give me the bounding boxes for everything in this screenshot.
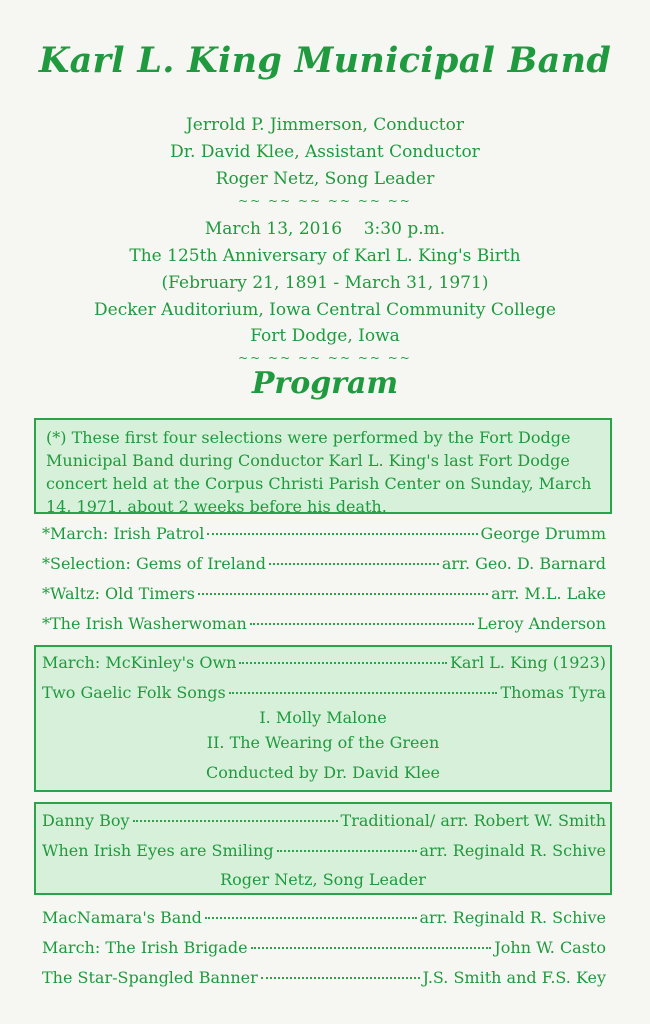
piece-title: MacNamara's Band (42, 908, 202, 927)
lifespan-line: (February 21, 1891 - March 31, 1971) (161, 273, 489, 293)
leader-dots (251, 935, 492, 949)
venue-line: Decker Auditorium, Iowa Central Community College (94, 300, 556, 320)
program-item (42, 681, 606, 705)
program-item (42, 612, 606, 636)
piece-title: Danny Boy (42, 811, 130, 830)
separator-top: ~~ ~~ ~~ ~~ ~~ ~~ (238, 194, 412, 208)
assistant-conductor-line: Dr. David Klee, Assistant Conductor (170, 142, 480, 162)
piece-composer: Leroy Anderson (477, 614, 606, 633)
song-leader-credit: Roger Netz, Song Leader (220, 870, 426, 889)
piece-title: *The Irish Washerwoman (42, 614, 247, 633)
piece-title: March: McKinley's Own (42, 653, 237, 672)
history-note-box (34, 418, 612, 514)
song-leader-line: Roger Netz, Song Leader (215, 169, 435, 189)
piece-composer: Traditional/ arr. Robert W. Smith (340, 811, 606, 830)
leader-dots (133, 808, 338, 822)
program-item (42, 651, 606, 675)
folk-song-one: I. Molly Malone (259, 708, 387, 727)
program-item (42, 839, 606, 863)
program-item (42, 906, 606, 930)
program-item (42, 522, 606, 546)
piece-composer: arr. Geo. D. Barnard (441, 554, 606, 573)
piece-title: Two Gaelic Folk Songs (42, 683, 226, 702)
piece-composer: John W. Casto (494, 938, 606, 957)
date-time-line (0, 216, 650, 242)
piece-title: When Irish Eyes are Smiling (42, 841, 274, 860)
separator-bottom: ~~ ~~ ~~ ~~ ~~ ~~ (238, 351, 412, 365)
guest-conductor-credit: Conducted by Dr. David Klee (205, 763, 441, 782)
piece-composer: arr. M.L. Lake (491, 584, 606, 603)
leader-dots (207, 521, 477, 535)
leader-dots (269, 551, 439, 565)
leader-dots (198, 581, 488, 595)
piece-composer: Thomas Tyra (500, 683, 606, 702)
conductor-line: Jerrold P. Jimmerson, Conductor (185, 115, 465, 135)
program-item (42, 582, 606, 606)
band-title: Karl L. King Municipal Band (38, 40, 612, 81)
leader-dots (239, 650, 446, 664)
piece-composer: arr. Reginald R. Schive (419, 908, 606, 927)
concert-date: March 13, 2016 (204, 219, 343, 239)
leader-dots (261, 965, 420, 979)
leader-dots (277, 838, 417, 852)
leader-dots (205, 905, 417, 919)
leader-dots (250, 611, 474, 625)
piece-composer: J.S. Smith and F.S. Key (422, 968, 606, 987)
piece-composer: George Drumm (480, 524, 606, 543)
piece-title: *Waltz: Old Timers (42, 584, 195, 603)
piece-title: *March: Irish Patrol (42, 524, 205, 543)
piece-composer: Karl L. King (1923) (449, 653, 606, 672)
anniversary-line: The 125th Anniversary of Karl L. King's Birth (129, 246, 521, 266)
piece-title: The Star-Spangled Banner (42, 968, 258, 987)
program-item (42, 809, 606, 833)
piece-title: *Selection: Gems of Ireland (42, 554, 266, 573)
city-line: Fort Dodge, Iowa (250, 326, 400, 346)
piece-composer: arr. Reginald R. Schive (419, 841, 606, 860)
concert-time: 3:30 p.m. (363, 219, 446, 239)
history-note: (*) These first four selections were performed by the Fort Dodge Municipal Band during Conductor Karl L. King's last Fort Dodge concert held at the Corpus Christi Parish Center on Sunday, March 14, 1971, about 2 weeks before his death. (46, 428, 592, 516)
folk-song-two: II. The Wearing of the Green (206, 733, 440, 752)
program-heading: Program (251, 366, 399, 401)
leader-dots (229, 680, 498, 694)
piece-title: March: The Irish Brigade (42, 938, 248, 957)
program-item (42, 966, 606, 990)
program-item (42, 936, 606, 960)
program-item (42, 552, 606, 576)
